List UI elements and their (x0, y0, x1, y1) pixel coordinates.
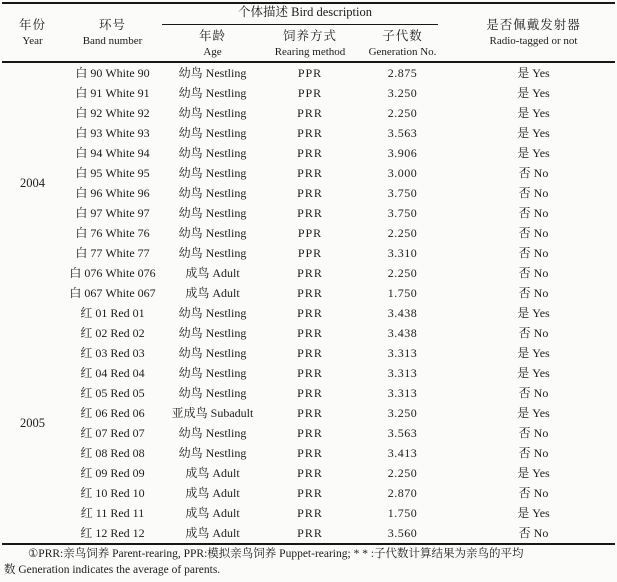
table-row (65, 83, 617, 103)
cell-generation: 1.750 (387, 506, 418, 520)
table-row (65, 143, 617, 163)
cell-radio: 是 Yes (517, 86, 550, 100)
cell-radio: 是 Yes (517, 126, 550, 140)
cell-rearing: PRR (297, 326, 323, 340)
cell-rearing: PRR (297, 506, 323, 520)
cell-band: 白 96 White 96 (75, 186, 150, 200)
table-row (65, 123, 617, 143)
cell-generation: 3.313 (387, 366, 418, 380)
cell-radio: 否 No (518, 226, 549, 240)
cell-generation: 2.250 (387, 266, 418, 280)
column-group-bird-description (160, 4, 450, 61)
cell-rearing: PPR (297, 86, 323, 100)
table-row (65, 523, 617, 543)
cell-age: 幼鸟 Nestling (178, 366, 247, 380)
column-header-age-cn: 年龄 (198, 28, 226, 43)
cell-age: 幼鸟 Nestling (178, 326, 247, 340)
column-header-band-en: Band number (82, 35, 143, 47)
column-header-rearing-cn: 饲养方式 (282, 28, 337, 43)
table-row (65, 423, 617, 443)
column-header-generation-cn: 子代数 (382, 28, 423, 43)
column-header-year-en: Year (22, 35, 43, 47)
cell-radio: 否 No (518, 266, 549, 280)
cell-age: 幼鸟 Nestling (178, 226, 247, 240)
cell-generation: 3.750 (387, 186, 418, 200)
cell-radio: 是 Yes (517, 466, 550, 480)
footnote-line-2: 数 Generation indicates the average of parents. (4, 563, 221, 576)
table-row (65, 183, 617, 203)
cell-band: 白 92 White 92 (75, 106, 150, 120)
year-group-2005: 2005 (20, 415, 45, 430)
cell-generation: 3.438 (387, 306, 418, 320)
cell-generation: 3.000 (387, 166, 418, 180)
table-row (65, 403, 617, 423)
cell-age: 幼鸟 Nestling (178, 66, 247, 80)
cell-age: 幼鸟 Nestling (178, 306, 247, 320)
table-row (65, 243, 617, 263)
table-row (65, 103, 617, 123)
cell-age: 成鸟 Adult (185, 466, 240, 480)
cell-band: 白 91 White 91 (75, 86, 150, 100)
cell-generation: 2.875 (387, 66, 418, 80)
cell-generation: 2.250 (387, 106, 418, 120)
column-group-title: 个体描述 Bird description (237, 5, 372, 19)
cell-radio: 否 No (518, 166, 549, 180)
table-row (65, 303, 617, 323)
cell-rearing: PRR (297, 306, 323, 320)
column-header-generation-en: Generation No. (368, 45, 437, 58)
cell-generation: 3.563 (387, 426, 418, 440)
column-header-year (0, 4, 65, 61)
cell-generation: 3.313 (387, 346, 418, 360)
cell-band: 白 076 White 076 (69, 266, 156, 280)
cell-age: 成鸟 Adult (185, 286, 240, 300)
cell-age: 幼鸟 Nestling (178, 126, 247, 140)
cell-rearing: PRR (297, 366, 323, 380)
column-header-year-cn: 年份 (18, 18, 46, 32)
cell-band: 红 03 Red 03 (80, 346, 145, 360)
cell-radio: 否 No (518, 386, 549, 400)
year-column (0, 63, 65, 543)
cell-band: 红 10 Red 10 (80, 486, 145, 500)
cell-age: 幼鸟 Nestling (178, 346, 247, 360)
table-row (65, 263, 617, 283)
cell-radio: 是 Yes (517, 406, 550, 420)
table-row (65, 63, 617, 83)
cell-rearing: PRR (297, 466, 323, 480)
table-rows (65, 63, 617, 543)
cell-radio: 是 Yes (517, 506, 550, 520)
cell-generation: 3.310 (387, 246, 418, 260)
cell-band: 红 08 Red 08 (80, 446, 145, 460)
table-row (65, 363, 617, 383)
table-row (65, 503, 617, 523)
table-row (65, 443, 617, 463)
cell-band: 白 97 White 97 (75, 206, 150, 220)
table-row (65, 203, 617, 223)
cell-radio: 否 No (518, 446, 549, 460)
cell-radio: 是 Yes (517, 306, 550, 320)
cell-radio: 是 Yes (517, 106, 550, 120)
cell-rearing: PRR (297, 286, 323, 300)
table-row (65, 163, 617, 183)
cell-generation: 3.560 (387, 526, 418, 540)
cell-band: 红 07 Red 07 (80, 426, 145, 440)
cell-age: 幼鸟 Nestling (178, 426, 247, 440)
cell-generation: 3.750 (387, 206, 418, 220)
cell-age: 成鸟 Adult (185, 526, 240, 540)
table-row (65, 383, 617, 403)
cell-band: 白 90 White 90 (75, 66, 150, 80)
cell-age: 幼鸟 Nestling (178, 186, 247, 200)
column-header-age (160, 25, 265, 61)
cell-radio: 是 Yes (517, 346, 550, 360)
cell-rearing: PRR (297, 486, 323, 500)
table-footnote (4, 547, 615, 578)
cell-rearing: PPR (297, 246, 323, 260)
cell-generation: 3.438 (387, 326, 418, 340)
cell-radio: 否 No (518, 206, 549, 220)
cell-age: 幼鸟 Nestling (178, 386, 247, 400)
column-header-band-number (65, 4, 160, 61)
cell-age: 幼鸟 Nestling (178, 146, 247, 160)
cell-rearing: PRR (297, 346, 323, 360)
cell-generation: 2.870 (387, 486, 418, 500)
cell-band: 红 01 Red 01 (80, 306, 145, 320)
cell-band: 白 95 White 95 (75, 166, 150, 180)
cell-band: 白 77 White 77 (75, 246, 150, 260)
cell-rearing: PRR (297, 386, 323, 400)
cell-rearing: PPR (297, 226, 323, 240)
cell-age: 亚成鸟 Subadult (171, 406, 254, 420)
cell-band: 白 93 White 93 (75, 126, 150, 140)
cell-age: 成鸟 Adult (185, 506, 240, 520)
cell-age: 幼鸟 Nestling (178, 446, 247, 460)
cell-radio: 否 No (518, 526, 549, 540)
cell-band: 红 02 Red 02 (80, 326, 145, 340)
cell-band: 红 04 Red 04 (80, 366, 145, 380)
cell-age: 幼鸟 Nestling (178, 246, 247, 260)
table-body (0, 63, 617, 543)
column-header-age-en: Age (203, 45, 222, 58)
cell-rearing: PRR (297, 146, 323, 160)
cell-rearing: PRR (297, 446, 323, 460)
cell-radio: 否 No (518, 426, 549, 440)
cell-band: 红 06 Red 06 (80, 406, 145, 420)
cell-radio: 是 Yes (517, 66, 550, 80)
footnote-line-1: ①PRR:亲鸟饲养 Parent-rearing, PPR:模拟亲鸟饲养 Puppet-rearing; * * :子代数计算结果为亲鸟的平均 (28, 548, 524, 560)
table-row (65, 483, 617, 503)
column-header-radio-en: Radio-tagged or not (489, 35, 578, 47)
cell-rearing: PRR (297, 206, 323, 220)
cell-band: 红 09 Red 09 (80, 466, 145, 480)
cell-rearing: PRR (297, 526, 323, 540)
cell-age: 幼鸟 Nestling (178, 86, 247, 100)
cell-radio: 是 Yes (517, 146, 550, 160)
column-header-radio-cn: 是否佩戴发射器 (486, 18, 581, 32)
table-header (0, 4, 617, 61)
table-row (65, 343, 617, 363)
table-bottom-border (2, 543, 615, 545)
column-subheaders (160, 25, 450, 61)
cell-generation: 3.563 (387, 126, 418, 140)
cell-generation: 1.750 (387, 286, 418, 300)
table-row (65, 463, 617, 483)
cell-radio: 否 No (518, 486, 549, 500)
cell-radio: 否 No (518, 246, 549, 260)
cell-band: 红 11 Red 11 (80, 506, 145, 520)
cell-rearing: PRR (297, 186, 323, 200)
cell-generation: 3.313 (387, 386, 418, 400)
column-header-generation (355, 25, 450, 61)
cell-age: 幼鸟 Nestling (178, 106, 247, 120)
cell-band: 红 05 Red 05 (80, 386, 145, 400)
cell-band: 红 12 Red 12 (80, 526, 145, 540)
cell-rearing: PRR (297, 166, 323, 180)
cell-band: 白 76 White 76 (75, 226, 150, 240)
cell-rearing: PRR (297, 406, 323, 420)
cell-rearing: PRR (297, 266, 323, 280)
cell-generation: 3.906 (387, 146, 418, 160)
year-group-2004: 2004 (20, 175, 45, 190)
cell-age: 幼鸟 Nestling (178, 166, 247, 180)
cell-band: 白 94 White 94 (75, 146, 150, 160)
cell-band: 白 067 White 067 (69, 286, 156, 300)
cell-generation: 3.250 (387, 406, 418, 420)
cell-age: 成鸟 Adult (185, 486, 240, 500)
cell-generation: 3.250 (387, 86, 418, 100)
table-row (65, 223, 617, 243)
table-row (65, 283, 617, 303)
cell-rearing: PRR (297, 126, 323, 140)
cell-generation: 2.250 (387, 466, 418, 480)
column-header-rearing-method (265, 25, 355, 61)
cell-rearing: PRR (297, 426, 323, 440)
cell-age: 成鸟 Adult (185, 266, 240, 280)
column-header-band-cn: 环号 (98, 18, 126, 32)
column-header-radio-tagged (450, 4, 617, 61)
cell-rearing: PRR (297, 106, 323, 120)
cell-age: 幼鸟 Nestling (178, 206, 247, 220)
cell-radio: 否 No (518, 326, 549, 340)
column-header-rearing-en: Rearing method (274, 45, 346, 58)
cell-radio: 否 No (518, 186, 549, 200)
cell-generation: 2.250 (387, 226, 418, 240)
cell-generation: 3.413 (387, 446, 418, 460)
table-row (65, 323, 617, 343)
cell-radio: 否 No (518, 286, 549, 300)
cell-radio: 是 Yes (517, 366, 550, 380)
cell-rearing: PPR (297, 66, 323, 80)
